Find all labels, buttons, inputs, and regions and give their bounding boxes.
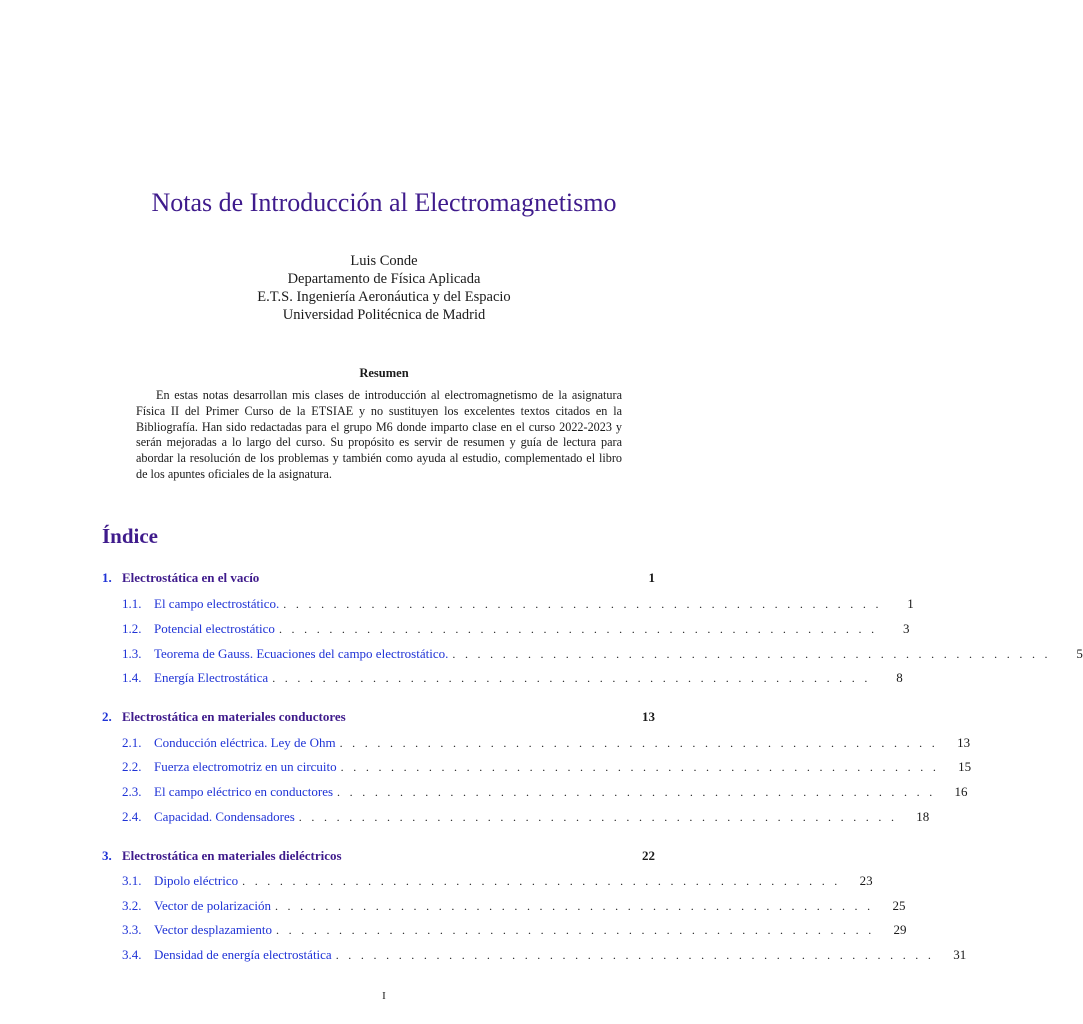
toc-subsection-title: Densidad de energía electrostática bbox=[154, 947, 332, 962]
author-university: Universidad Politécnica de Madrid bbox=[282, 307, 486, 323]
toc-subsection-number: 2.2. bbox=[122, 759, 142, 774]
toc-subsection-title: El campo electrostático. bbox=[154, 596, 280, 611]
toc-subsection-2-4[interactable] bbox=[122, 806, 930, 828]
toc-dot-leader: . . . . . . . . . . . . . . . . . . . . . . . . . . . . . . . . . . . . . . . . . . . . . . . . bbox=[276, 922, 875, 937]
toc-subsection-title: Vector de polarización bbox=[154, 898, 271, 913]
toc-subsection-page: 5 bbox=[1076, 646, 1083, 661]
toc-subsection-3-3[interactable] bbox=[122, 919, 907, 941]
toc-subsection-3-1[interactable] bbox=[122, 870, 873, 892]
toc-subsection-1-1[interactable] bbox=[122, 593, 914, 615]
toc-subsection-1-2[interactable] bbox=[122, 618, 910, 640]
toc-subsection-1-4[interactable] bbox=[122, 667, 903, 689]
toc-subsection-number: 2.3. bbox=[122, 784, 142, 799]
author-block bbox=[0, 252, 768, 324]
abstract-text: En estas notas desarrollan mis clases de introducción al electromagnetismo de la asignatura Física II del Primer Curso de la ETSIAE y no sustituyen los excelentes textos citados en la Bibliografía. Han sido redactadas para el grupo M6 donde imparto clase en el curso 2022-2023 y serán mejoradas a lo largo del curso. Su propósito es servir de resumen y guía de lectura para abordar la resolución de los problemas y también como ayuda al estudio, complementado el libro de los apuntes oficiales de la asignatura. bbox=[136, 388, 622, 481]
toc-subsection-number: 2.4. bbox=[122, 809, 142, 824]
toc-subsection-1-3[interactable] bbox=[122, 643, 1083, 665]
toc-subsection-number: 1.2. bbox=[122, 621, 142, 636]
toc-subsection-2-1[interactable] bbox=[122, 732, 971, 754]
toc-subsection-2-2[interactable] bbox=[122, 756, 972, 778]
toc-subsection-title: Vector desplazamiento bbox=[154, 922, 273, 937]
toc-subsection-page: 25 bbox=[892, 898, 906, 913]
toc-subsection-page: 31 bbox=[953, 947, 967, 962]
toc-subsection-title: Teorema de Gauss. Ecuaciones del campo electrostático. bbox=[154, 646, 449, 661]
toc-section-number: 3. bbox=[102, 848, 112, 863]
toc-subsection-number: 1.1. bbox=[122, 596, 142, 611]
toc-dot-leader: . . . . . . . . . . . . . . . . . . . . . . . . . . . . . . . . . . . . . . . . . . . . . . . . bbox=[242, 873, 841, 888]
toc-subsection-2-3[interactable] bbox=[122, 781, 968, 803]
toc-subsection-title: Dipolo eléctrico bbox=[154, 873, 239, 888]
toc-dot-leader: . . . . . . . . . . . . . . . . . . . . . . . . . . . . . . . . . . . . . . . . . . . . . . . . bbox=[340, 759, 940, 774]
toc-section-title: Electrostática en el vacío bbox=[122, 570, 260, 585]
toc-subsection-3-4[interactable] bbox=[122, 944, 967, 966]
toc-dot-leader: . . . . . . . . . . . . . . . . . . . . . . . . . . . . . . . . . . . . . . . . . . . . . . . . bbox=[339, 735, 939, 750]
toc-subsection-page: 8 bbox=[896, 670, 903, 685]
page-number: I bbox=[382, 990, 386, 1002]
document-title: Notas de Introducción al Electromagnetismo bbox=[151, 188, 617, 217]
toc-dot-leader: . . . . . . . . . . . . . . . . . . . . . . . . . . . . . . . . . . . . . . . . . . . . . . . . bbox=[452, 646, 1051, 661]
toc-subsection-page: 1 bbox=[907, 596, 914, 611]
author-name: Luis Conde bbox=[350, 253, 418, 269]
toc-heading: Índice bbox=[102, 524, 159, 548]
toc-subsection-page: 16 bbox=[954, 784, 968, 799]
toc-subsection-number: 3.2. bbox=[122, 898, 142, 913]
toc-subsection-title: Fuerza electromotriz en un circuito bbox=[154, 759, 337, 774]
toc-dot-leader: . . . . . . . . . . . . . . . . . . . . . . . . . . . . . . . . . . . . . . . . . . . . . . . . bbox=[337, 784, 936, 799]
toc-subsection-page: 3 bbox=[902, 621, 910, 636]
toc-section-page: 13 bbox=[642, 709, 655, 724]
author-school: E.T.S. Ingeniería Aeronáutica y del Espacio bbox=[257, 289, 511, 305]
abstract-heading: Resumen bbox=[359, 366, 409, 380]
toc-dot-leader: . . . . . . . . . . . . . . . . . . . . . . . . . . . . . . . . . . . . . . . . . . . . . . . . bbox=[298, 809, 898, 824]
toc-section-2[interactable] bbox=[102, 705, 655, 729]
toc-section-number: 2. bbox=[102, 709, 112, 724]
toc-subsection-page: 23 bbox=[859, 873, 873, 888]
toc-subsection-number: 3.3. bbox=[122, 922, 142, 937]
toc-section-1[interactable] bbox=[102, 566, 655, 590]
toc-dot-leader: . . . . . . . . . . . . . . . . . . . . . . . . . . . . . . . . . . . . . . . . . . . . . . . . bbox=[272, 670, 871, 685]
toc-section-page: 1 bbox=[648, 570, 655, 585]
toc-subsection-page: 13 bbox=[957, 735, 971, 750]
toc-subsection-3-2[interactable] bbox=[122, 895, 906, 917]
toc-section-page: 22 bbox=[642, 848, 655, 863]
toc-subsection-number: 3.4. bbox=[122, 947, 142, 962]
toc-section-3[interactable] bbox=[102, 844, 655, 868]
toc-dot-leader: . . . . . . . . . . . . . . . . . . . . . . . . . . . . . . . . . . . . . . . . . . . . . . . . bbox=[283, 596, 882, 611]
toc-subsection-title: El campo eléctrico en conductores bbox=[154, 784, 334, 799]
toc-subsection-page: 18 bbox=[916, 809, 930, 824]
toc-subsection-page: 15 bbox=[958, 759, 972, 774]
toc-section-title: Electrostática en materiales conductores bbox=[122, 709, 346, 724]
toc-section-title: Electrostática en materiales dieléctricos bbox=[122, 848, 342, 863]
toc-dot-leader: . . . . . . . . . . . . . . . . . . . . . . . . . . . . . . . . . . . . . . . . . . . . . . . . bbox=[274, 898, 874, 913]
toc-section-number: 1. bbox=[102, 570, 112, 585]
toc-subsection-page: 29 bbox=[893, 922, 907, 937]
author-department: Departamento de Física Aplicada bbox=[287, 271, 481, 287]
toc-subsection-title: Energía Electrostática bbox=[154, 670, 269, 685]
toc-subsection-title: Potencial electrostático bbox=[154, 621, 275, 636]
toc-subsection-number: 3.1. bbox=[122, 873, 142, 888]
toc-subsection-number: 2.1. bbox=[122, 735, 142, 750]
toc-dot-leader: . . . . . . . . . . . . . . . . . . . . . . . . . . . . . . . . . . . . . . . . . . . . . . . . bbox=[335, 947, 935, 962]
toc-subsection-number: 1.4. bbox=[122, 670, 142, 685]
toc-subsection-title: Capacidad. Condensadores bbox=[154, 809, 295, 824]
toc-dot-leader: . . . . . . . . . . . . . . . . . . . . . . . . . . . . . . . . . . . . . . . . . . . . . . . . bbox=[278, 621, 878, 636]
toc-subsection-number: 1.3. bbox=[122, 646, 142, 661]
toc-subsection-title: Conducción eléctrica. Ley de Ohm bbox=[154, 735, 336, 750]
